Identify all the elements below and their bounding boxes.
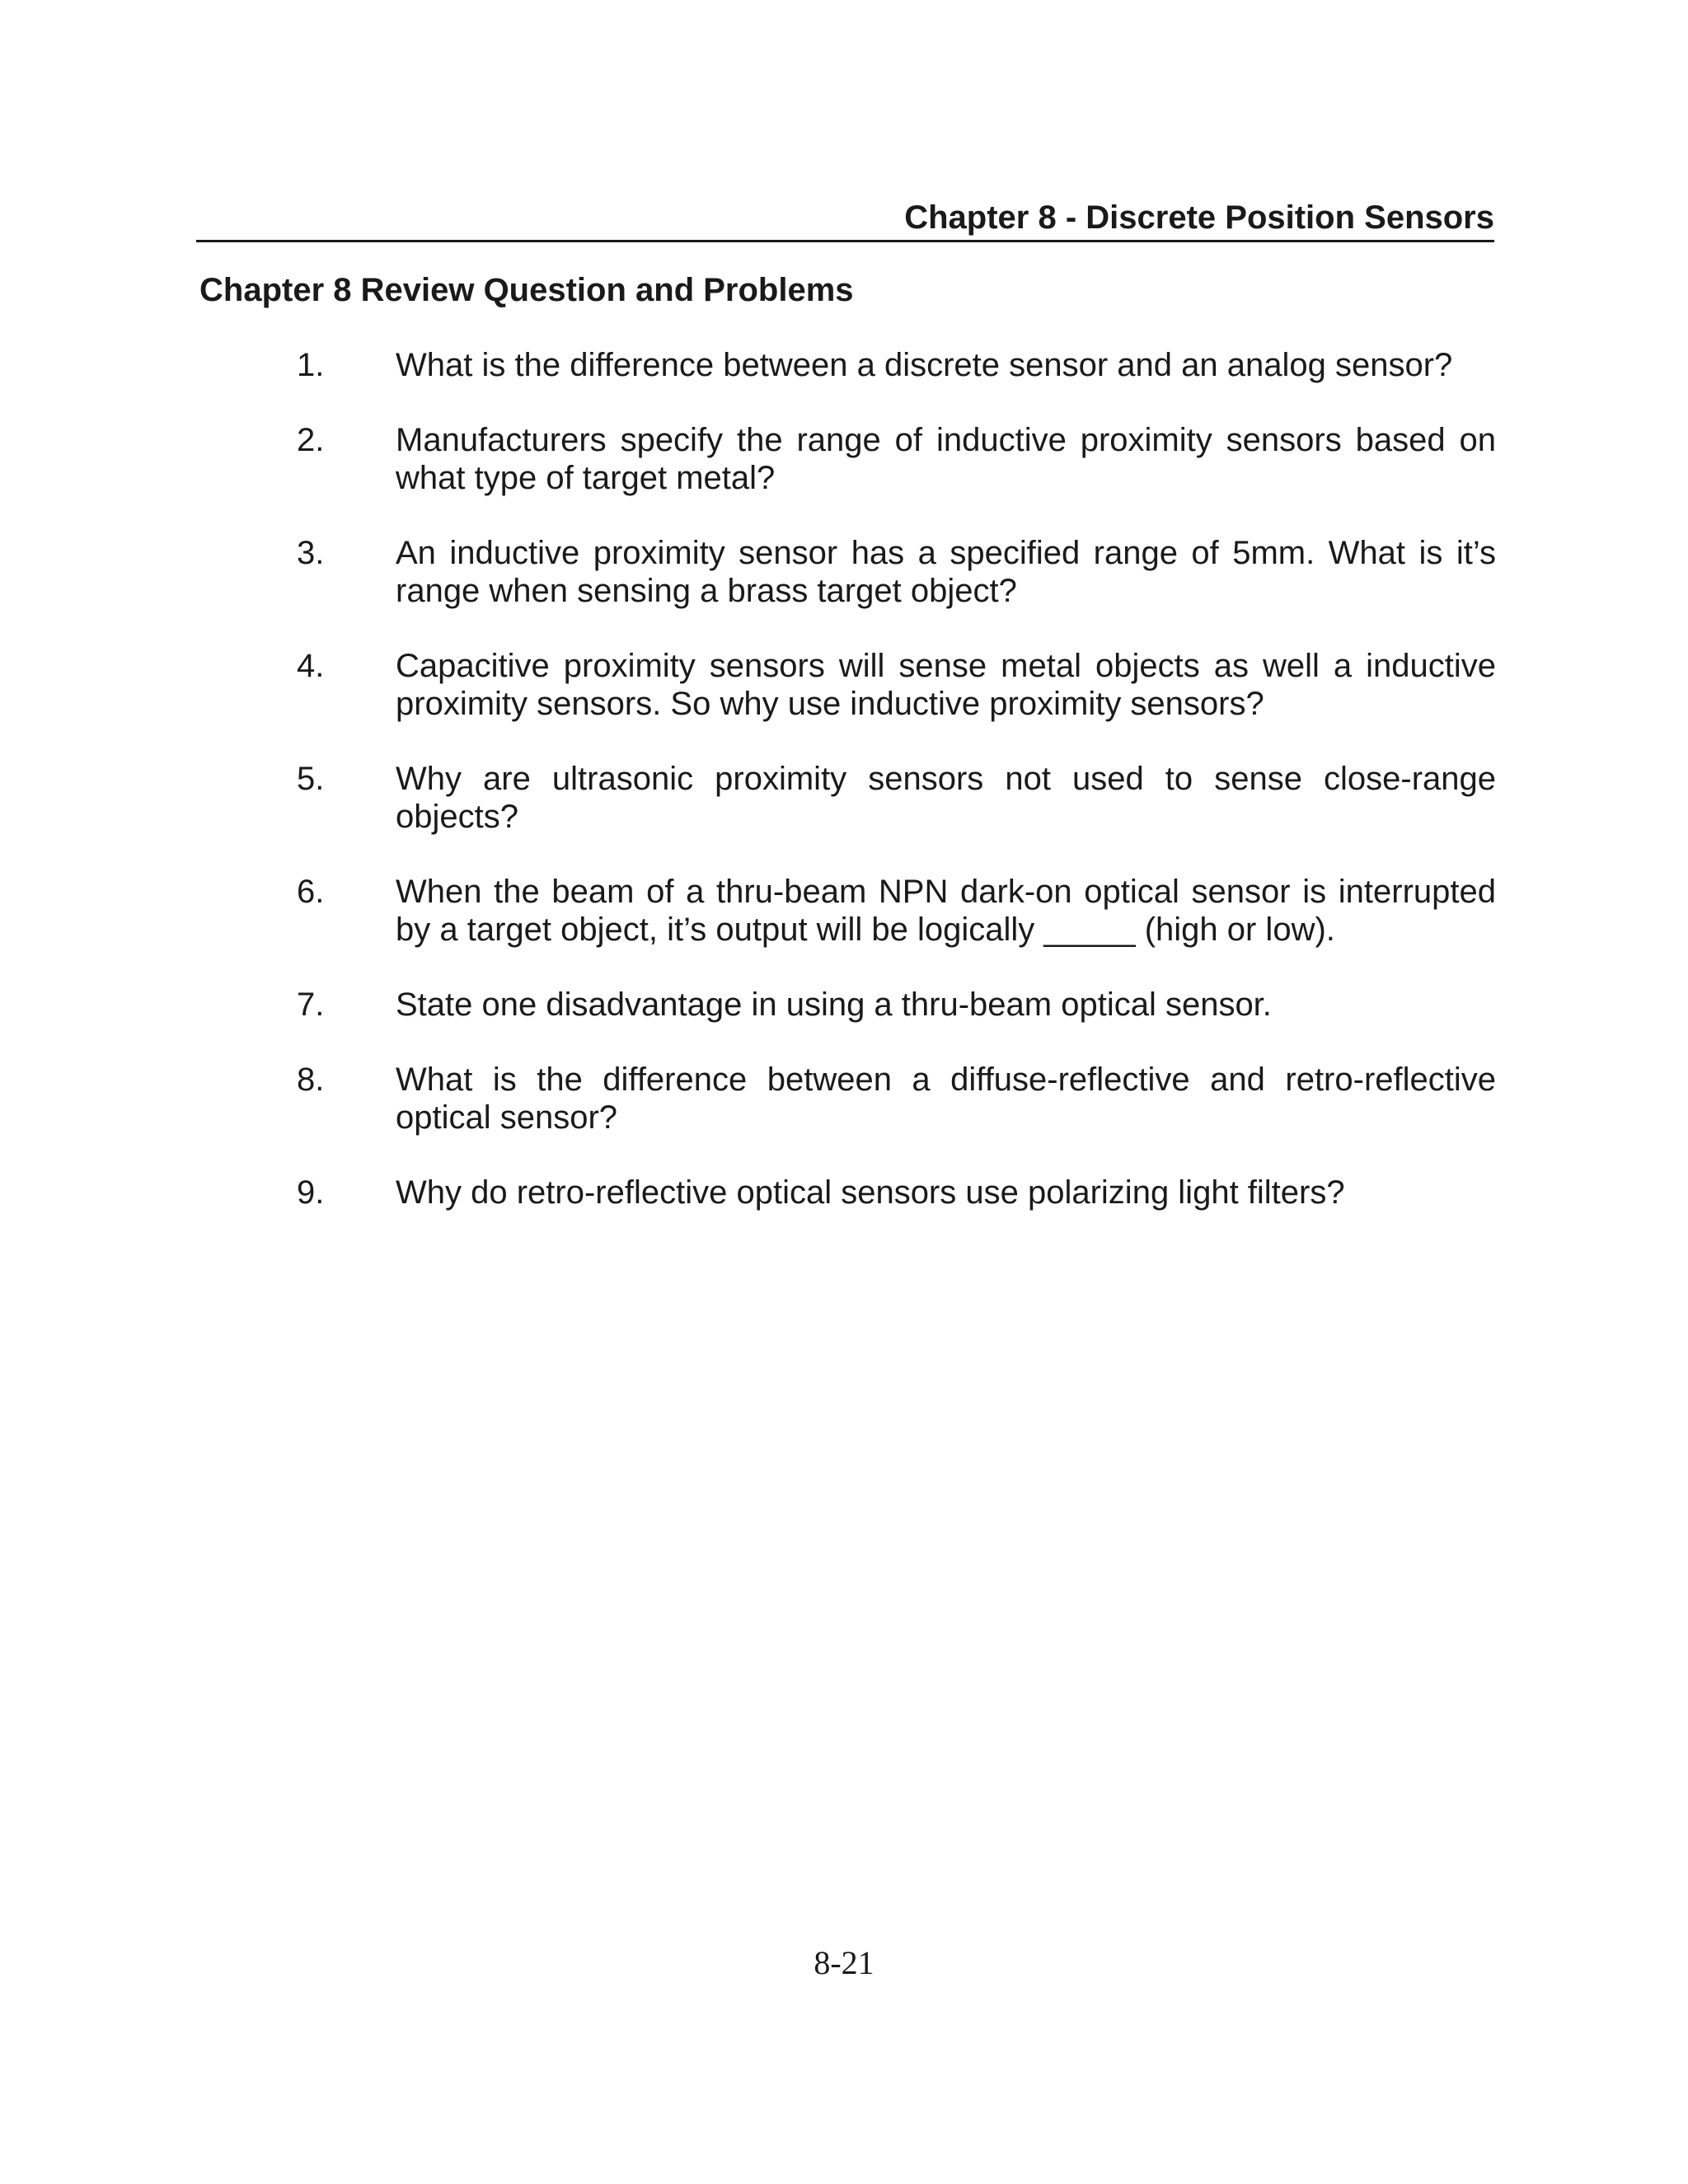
question-number: 4. xyxy=(297,648,325,684)
question-item-4 xyxy=(280,647,1496,723)
question-number: 1. xyxy=(297,347,325,383)
section-title: Chapter 8 Review Question and Problems xyxy=(199,272,854,308)
question-text: Capacitive proximity sensors will sense metal objects as well a inductive proximity sensors. So why use inductive proximity sensors? xyxy=(396,648,1496,722)
question-item-6 xyxy=(280,873,1496,949)
header-rule xyxy=(196,240,1494,242)
question-number: 6. xyxy=(297,874,325,910)
question-number: 8. xyxy=(297,1062,325,1098)
question-text: Why do retro-reflective optical sensors use polarizing light filters? xyxy=(396,1174,1345,1211)
question-text: What is the difference between a discrete sensor and an analog sensor? xyxy=(396,347,1453,383)
question-number: 2. xyxy=(297,422,325,458)
question-item-9 xyxy=(280,1174,1496,1212)
question-number: 7. xyxy=(297,987,325,1023)
question-text: An inductive proximity sensor has a specified range of 5mm. What is it’s range when sensing a brass target object? xyxy=(396,535,1496,609)
question-text: Why are ultrasonic proximity sensors not used to sense close-range objects? xyxy=(396,761,1496,835)
question-number: 3. xyxy=(297,535,325,571)
question-item-1 xyxy=(280,346,1496,384)
question-text: Manufacturers specify the range of inductive proximity sensors based on what type of target metal? xyxy=(396,422,1496,496)
question-text: What is the difference between a diffuse-reflective and retro-reflective optical sensor? xyxy=(396,1062,1496,1136)
question-text: State one disadvantage in using a thru-beam optical sensor. xyxy=(396,987,1272,1023)
question-item-3 xyxy=(280,534,1496,610)
question-item-2 xyxy=(280,421,1496,497)
question-item-7 xyxy=(280,986,1496,1024)
page-number: 8-21 xyxy=(814,1944,874,1981)
question-number: 9. xyxy=(297,1174,325,1211)
question-number: 5. xyxy=(297,761,325,797)
question-item-5 xyxy=(280,760,1496,836)
running-header: Chapter 8 - Discrete Position Sensors xyxy=(904,199,1494,236)
question-list xyxy=(280,346,1496,1249)
question-item-8 xyxy=(280,1061,1496,1137)
question-text: When the beam of a thru-beam NPN dark-on optical sensor is interrupted by a target object, it’s output will be logically _____ (high or low). xyxy=(396,874,1496,948)
